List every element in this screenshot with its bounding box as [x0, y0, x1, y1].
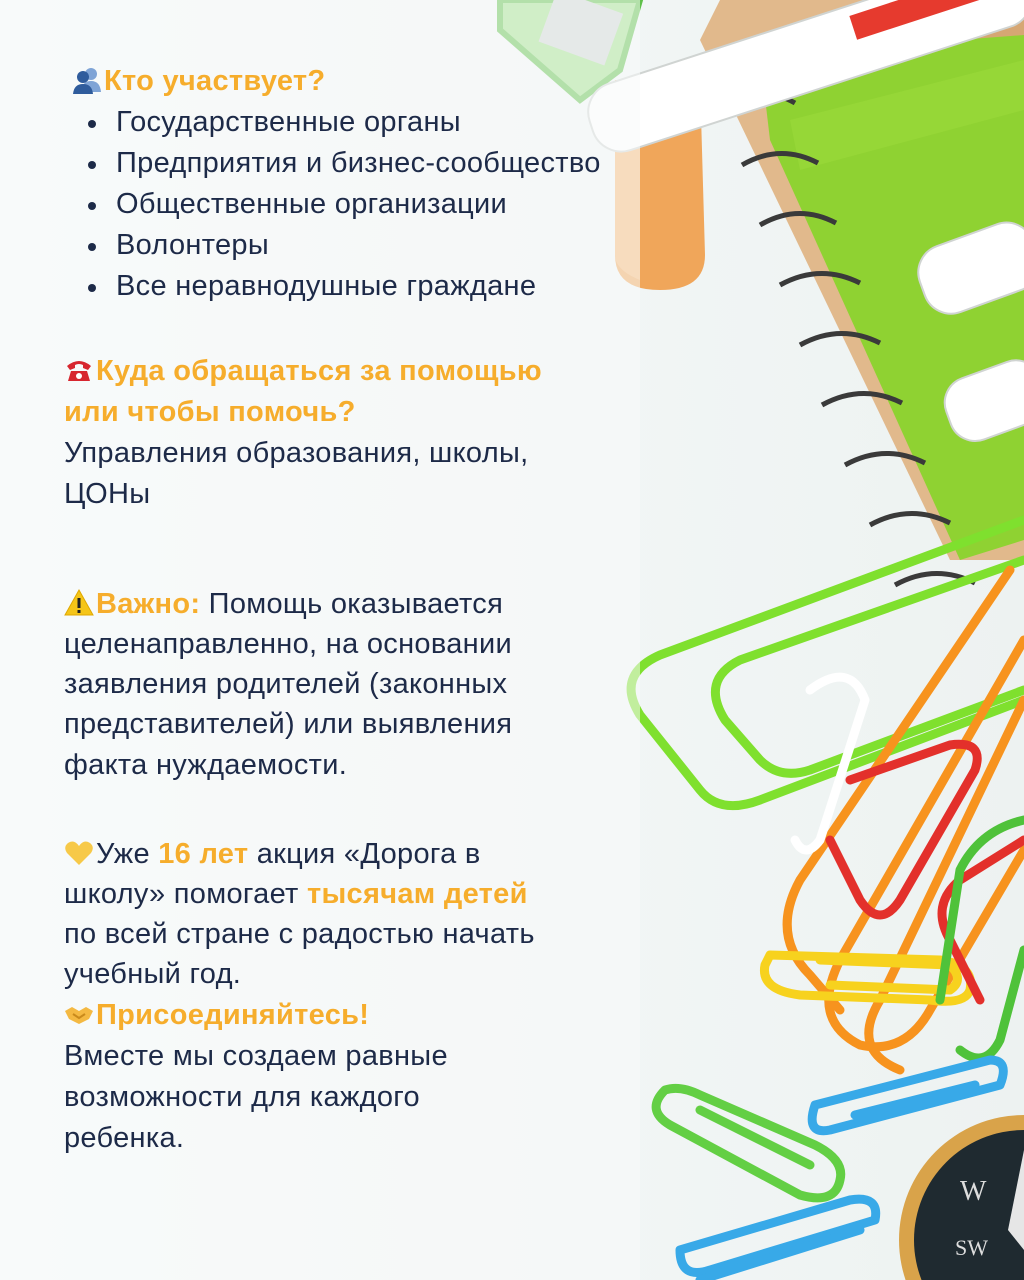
important-line2: целенаправленно, на основании — [64, 628, 512, 660]
campaign-line4: учебный год. — [64, 958, 242, 990]
participants-list — [88, 102, 601, 307]
important-line1 — [64, 587, 503, 621]
join-heading — [64, 998, 369, 1032]
warning-icon — [64, 588, 94, 618]
people-icon — [72, 65, 102, 95]
children-highlight: тысячам детей — [306, 878, 528, 910]
svg-text:SW: SW — [955, 1235, 988, 1260]
list-item: Предприятия и бизнес-сообщество — [88, 143, 601, 184]
years-highlight: 16 лет — [158, 838, 249, 870]
contact-text-line2: ЦОНы — [64, 478, 151, 510]
yellow-heart-icon — [64, 838, 94, 868]
contact-heading — [64, 354, 542, 388]
contact-text-line1: Управления образования, школы, — [64, 437, 529, 469]
svg-text:W: W — [960, 1176, 987, 1207]
list-item: Общественные организации — [88, 184, 601, 225]
join-line3: ребенка. — [64, 1122, 185, 1154]
important-text: Помощь оказывается — [200, 588, 504, 620]
join-line2: возможности для каждого — [64, 1081, 420, 1113]
contact-title-line1: Куда обращаться за помощью — [96, 355, 542, 387]
participants-title: Кто участвует? — [104, 65, 326, 97]
campaign-line1: Уже 16 лет акция «Дорога в — [64, 837, 481, 871]
list-item: Государственные органы — [88, 102, 601, 143]
important-label: Важно: — [96, 588, 201, 620]
join-line1: Вместе мы создаем равные — [64, 1040, 448, 1072]
campaign-line2: школу» помогает тысячам детей — [64, 878, 528, 910]
important-line4: представителей) или выявления — [64, 708, 513, 740]
important-line5: факта нуждаемости. — [64, 749, 348, 781]
important-line3: заявления родителей (законных — [64, 668, 508, 700]
campaign-line3: по всей стране с радостью начать — [64, 918, 535, 950]
participants-heading — [72, 64, 325, 98]
handshake-icon — [64, 999, 94, 1029]
list-item: Все неравнодушные граждане — [88, 266, 601, 307]
contact-heading-line2: или чтобы помочь? — [64, 396, 356, 428]
telephone-icon — [64, 355, 94, 385]
list-item: Волонтеры — [88, 225, 601, 266]
join-title: Присоединяйтесь! — [96, 999, 370, 1031]
